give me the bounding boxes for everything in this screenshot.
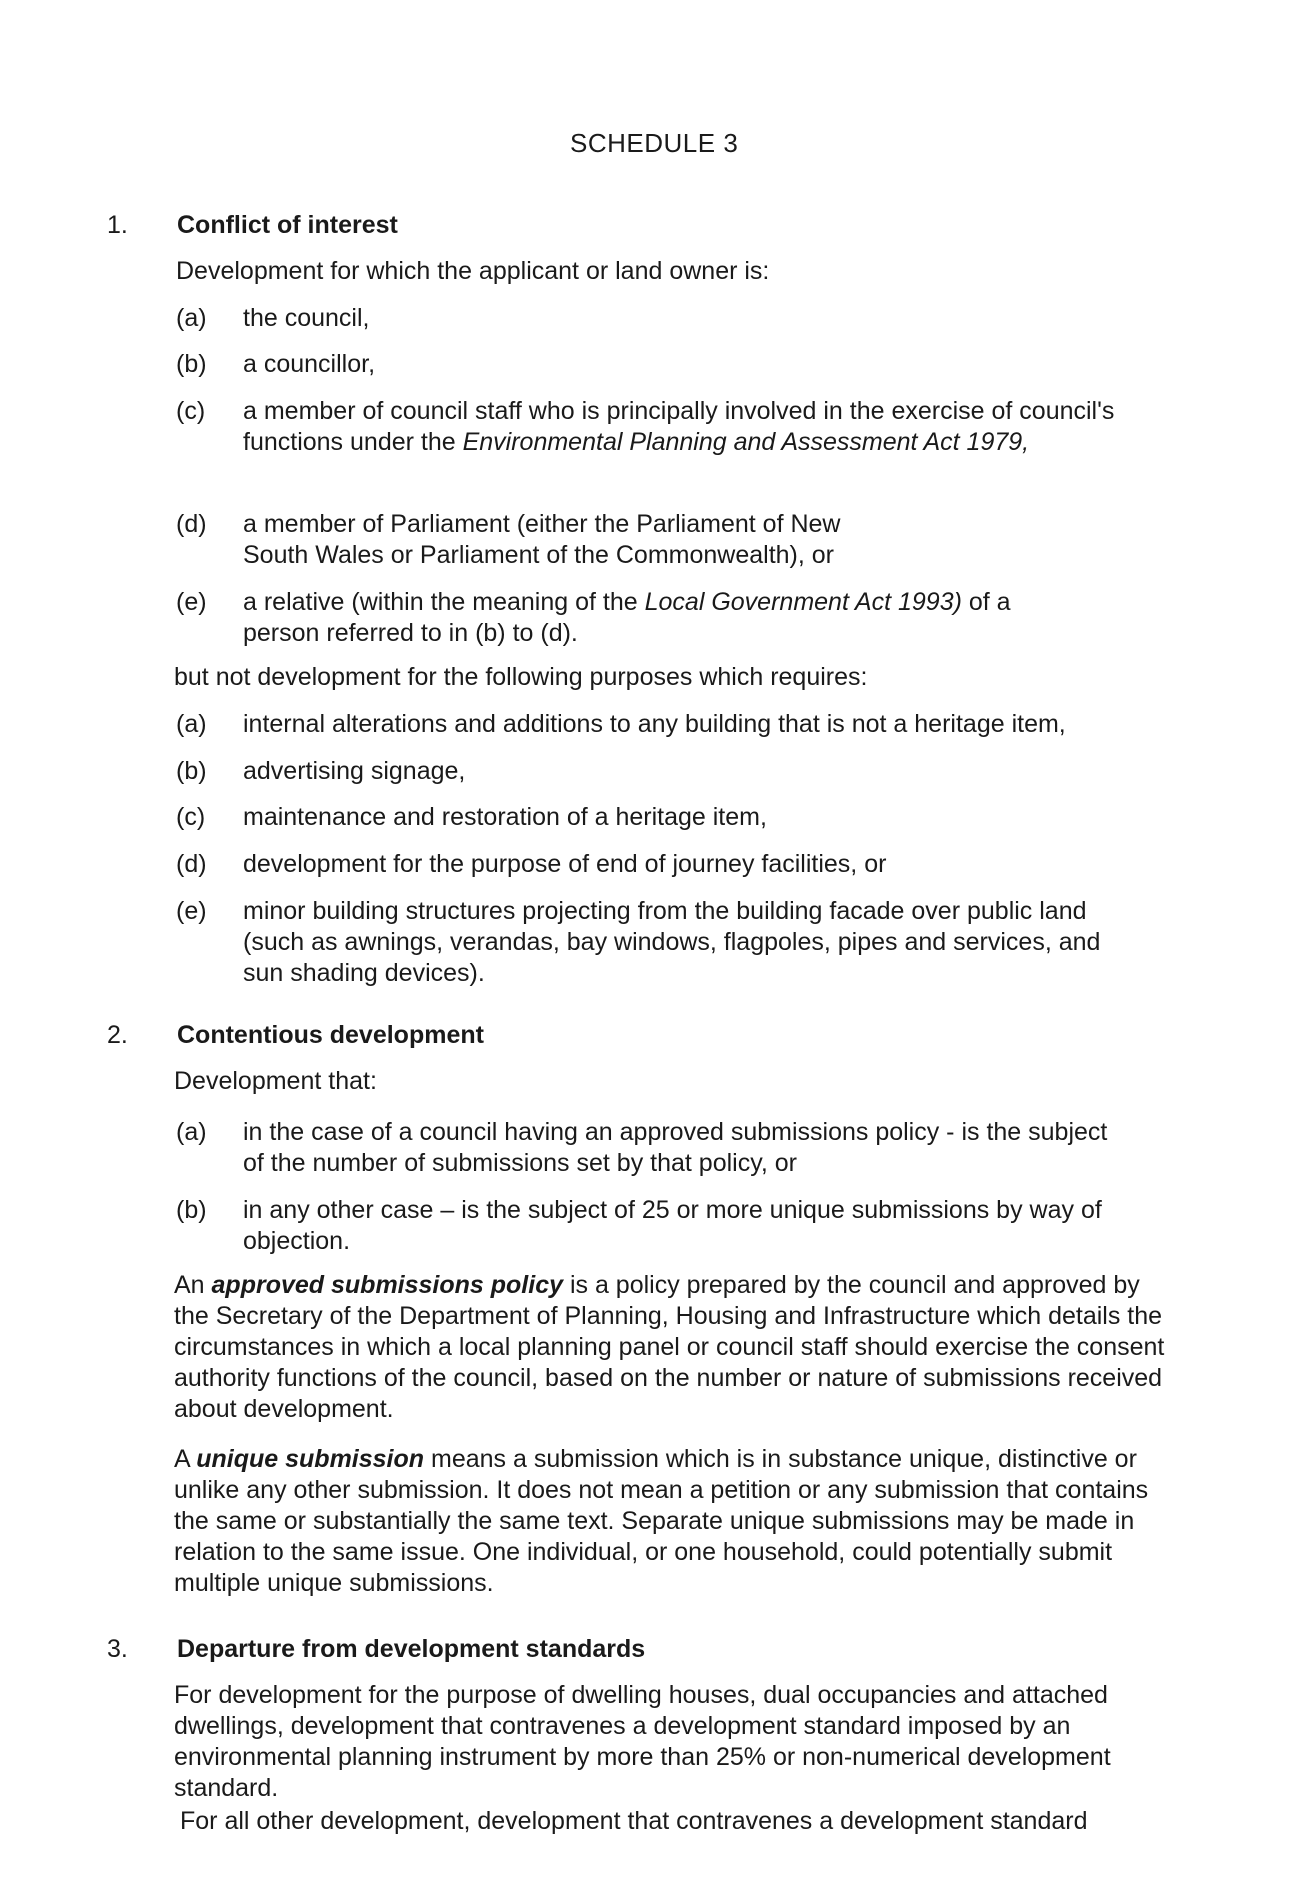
list-item [176,587,1186,649]
item-label: (a) [176,304,207,332]
section-3-paragraph: For development for the purpose of dwelling houses, dual occupancies and attached dwellings, development that contravenes a development standard imposed by an environmental planning instrument by more than 25% or non-numerical development standard. [174,1681,1111,1802]
list-item [176,396,1186,458]
definition-text: means a submission which is in substance unique, distinctive or unlike any other submission. It does not mean a petition or any submission that contains the same or substantially the same text. Separate unique submissions may be made in relation to the same issue. One individual, or one household, could potentially submit multiple unique submissions. [174,1445,1149,1597]
list-item [176,849,1186,880]
list-item [176,756,1186,787]
item-label: (b) [176,1196,207,1224]
list-item [176,896,1186,989]
act-name: Local Government Act 1993) [644,588,962,616]
item-text: the council, [243,304,370,332]
section-title: Conflict of interest [177,211,398,239]
definition-text: A [174,1445,197,1473]
section-2-heading [107,1020,1207,1051]
item-text: a member of Parliament (either the Parliament of New South Wales or Parliament of the Commonwealth), or [243,510,841,569]
section-3-heading [107,1634,1207,1665]
exceptions-intro: but not development for the following purposes which requires: [174,663,868,691]
act-name: Environmental Planning and Assessment Act 1979, [462,428,1030,456]
item-text: minor building structures projecting from the building facade over public land (such as awnings, verandas, bay windows, flagpoles, pipes and services, and sun shading devices). [243,897,1101,987]
section-number: 3. [107,1635,128,1663]
definition-text: An [174,1271,212,1299]
item-text: internal alterations and additions to any building that is not a heritage item, [243,710,1066,738]
item-label: (e) [176,588,207,616]
item-label: (d) [176,850,207,878]
list-item [176,303,1186,334]
section-2-intro: Development that: [174,1067,377,1095]
item-text: advertising signage, [243,757,466,785]
item-label: (c) [176,397,206,425]
item-label: (b) [176,350,207,378]
list-item [176,709,1186,740]
item-text [243,587,1186,649]
definition-approved-submissions-policy [174,1270,1174,1425]
list-item [176,1117,1186,1179]
section-number: 2. [107,1021,128,1049]
section-title: Contentious development [177,1021,484,1049]
list-item [176,1195,1186,1257]
item-label: (c) [176,803,206,831]
item-text-part: of a person referred to in (b) to (d). [243,588,1011,647]
defined-term: approved submissions policy [211,1271,564,1299]
section-3-paragraph: For all other development, development that contravenes a development standard [180,1807,1088,1835]
defined-term: unique submission [196,1445,425,1473]
section-number: 1. [107,211,128,239]
list-item [176,802,1186,833]
item-label: (d) [176,510,207,538]
item-text: maintenance and restoration of a heritage item, [243,803,767,831]
item-label: (b) [176,757,207,785]
item-text [243,396,1186,458]
definition-unique-submission [174,1444,1159,1599]
item-text-part: a member of council staff who is principally involved in the exercise of council's functions under the [243,397,1115,456]
item-text: in the case of a council having an approved submissions policy - is the subject of the number of submissions set by that policy, or [243,1118,1108,1177]
section-1-heading [107,210,1207,241]
item-text: in any other case – is the subject of 25 or more unique submissions by way of objection. [243,1196,1102,1255]
section-1-intro: Development for which the applicant or land owner is: [176,257,770,285]
list-item [176,349,1186,380]
item-text-part: a relative (within the meaning of the [243,588,645,616]
definition-text: is a policy prepared by the council and approved by the Secretary of the Department of Planning, Housing and Infrastructure which details the circumstances in which a local planning panel or council staff should exercise the consent authority functions of the council, based on the number or nature of submissions received about development. [174,1271,1165,1423]
item-text: a councillor, [243,350,376,378]
item-label: (e) [176,897,207,925]
page-title: SCHEDULE 3 [570,128,739,158]
list-item [176,509,1186,571]
item-text: development for the purpose of end of journey facilities, or [243,850,887,878]
section-title: Departure from development standards [177,1635,646,1663]
item-label: (a) [176,1118,207,1146]
item-label: (a) [176,710,207,738]
